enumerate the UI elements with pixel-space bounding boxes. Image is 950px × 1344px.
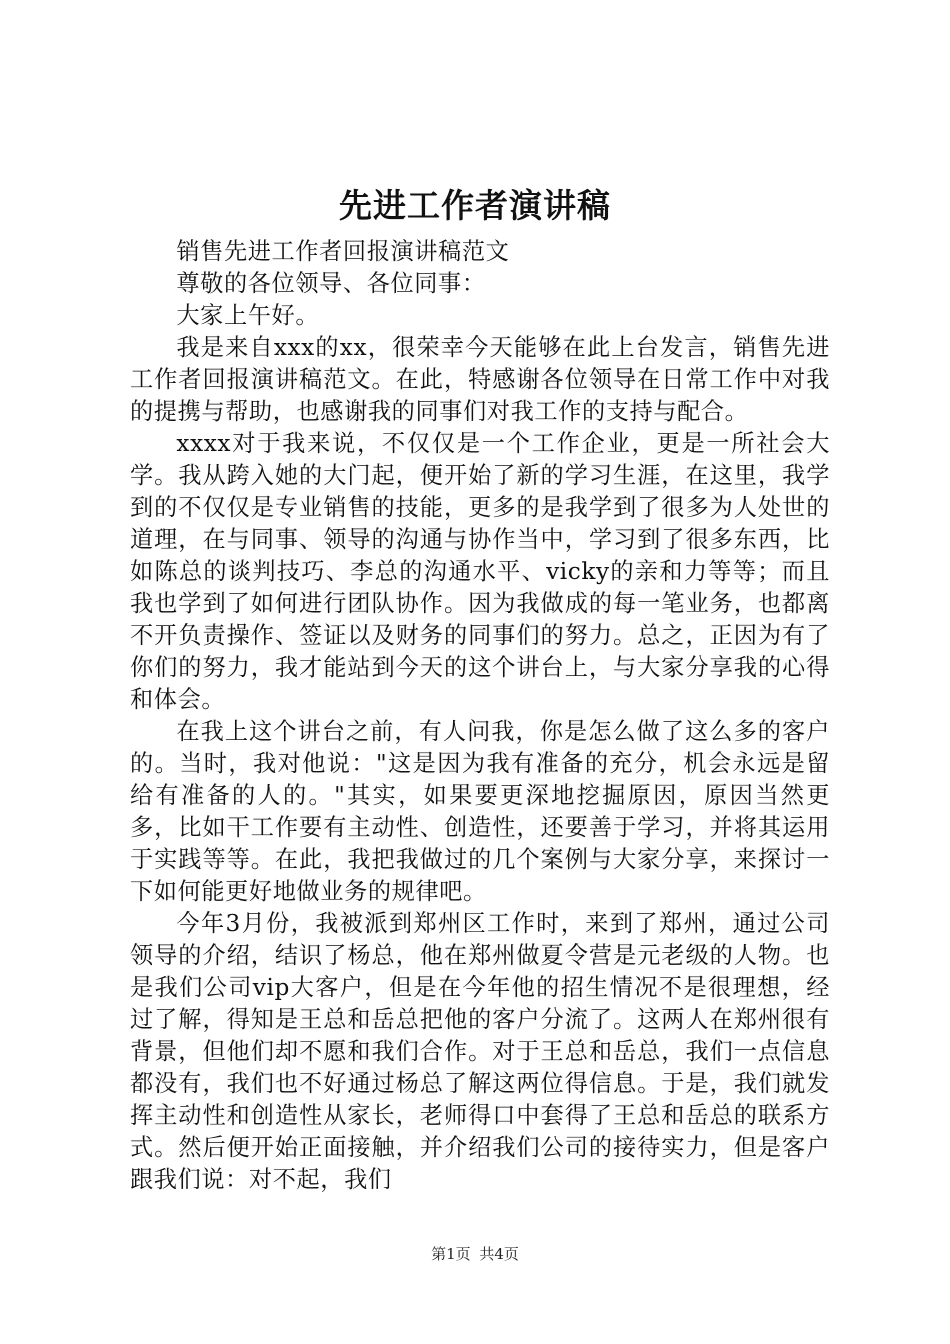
page-number: 第1页 — [431, 1245, 471, 1263]
paragraph: xxxx对于我来说，不仅仅是一个工作企业，更是一所社会大学。我从跨入她的大门起，便开始了新的学习生涯，在这里，我学到的不仅仅是专业销售的技能，更多的是我学到了很多为人处世的道理，在与同事、领导的沟通与协作当中，学习到了很多东西，比如陈总的谈判技巧、李总的沟通水平、vicky的亲和力等等；而且我也学到了如何进行团队协作。因为我做成的每一笔业务，也都离不开负责操作、签证以及财务的同事们的努力。总之，正因为有了你们的努力，我才能站到今天的这个讲台上，与大家分享我的心得和体会。 — [130, 430, 830, 713]
paragraph: 我是来自xxx的xx，很荣幸今天能够在此上台发言，销售先进工作者回报演讲稿范文。在此，特感谢各位领导在日常工作中对我的提携与帮助，也感谢我的同事们对我工作的支持与配合。 — [130, 334, 830, 425]
paragraph-salutation: 尊敬的各位领导、各位同事： — [176, 270, 486, 297]
document-body — [130, 236, 830, 1196]
document-title: 先进工作者演讲稿 — [339, 186, 611, 225]
page-footer — [0, 1244, 950, 1264]
paragraph-subtitle: 销售先进工作者回报演讲稿范文 — [176, 238, 510, 265]
paragraph-greeting: 大家上午好。 — [176, 302, 320, 329]
paragraph: 在我上这个讲台之前，有人问我，你是怎么做了这么多的客户的。当时，我对他说："这是因为我有准备的充分，机会永远是留给有准备的人的。"其实，如果要更深地挖掘原因，原因当然更多，比如干工作要有主动性、创造性，还要善于学习，并将其运用于实践等等。在此，我把我做过的几个案例与大家分享，来探讨一下如何能更好地做业务的规律吧。 — [130, 718, 830, 905]
paragraph: 今年3月份，我被派到郑州区工作时，来到了郑州，通过公司领导的介绍，结识了杨总，他在郑州做夏令营是元老级的人物。也是我们公司vip大客户，但是在今年他的招生情况不是很理想，经过了解，得知是王总和岳总把他的客户分流了。这两人在郑州很有背景，但他们却不愿和我们合作。对于王总和岳总，我们一点信息都没有，我们也不好通过杨总了解这两位得信息。于是，我们就发挥主动性和创造性从家长，老师得口中套得了王总和岳总的联系方式。然后便开始正面接触，并介绍我们公司的接待实力，但是客户跟我们说：对不起，我们 — [130, 910, 830, 1193]
page-total: 共4页 — [479, 1245, 519, 1263]
